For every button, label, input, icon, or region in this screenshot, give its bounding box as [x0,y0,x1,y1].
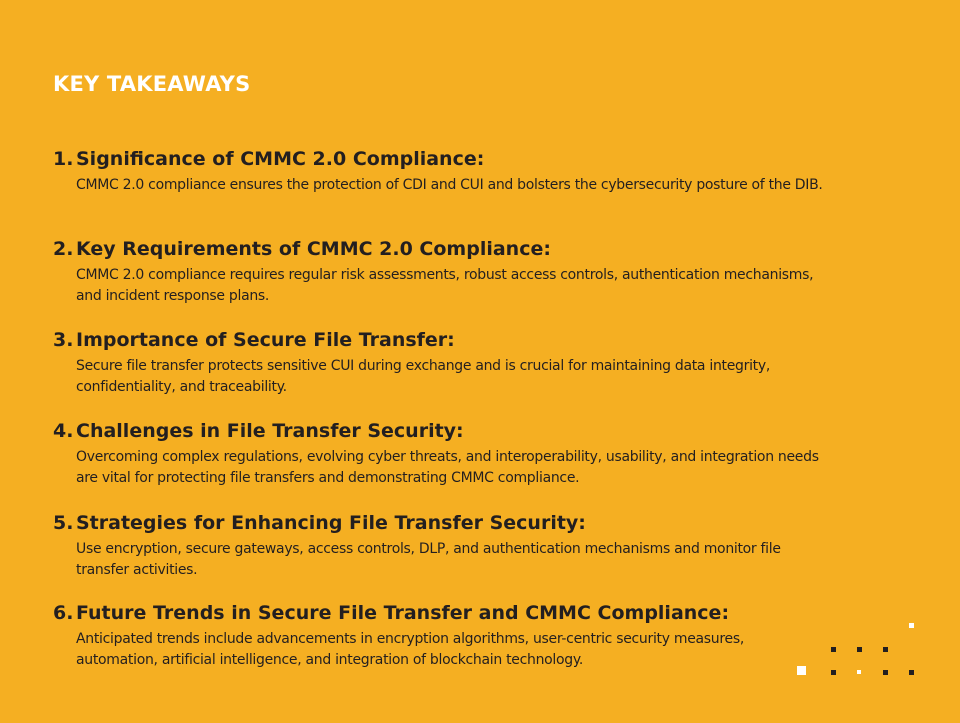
takeaway-number: 4. [53,420,74,442]
takeaway-item-1 [53,146,853,236]
takeaway-description: CMMC 2.0 compliance requires regular risk assessments, robust access controls, authentication mechanisms, and incident response plans. [76,267,814,304]
takeaway-title: Challenges in File Transfer Security: [76,420,464,442]
takeaways-list [53,146,853,690]
decorative-dot [857,647,862,652]
takeaway-title: Key Requirements of CMMC 2.0 Compliance: [76,238,551,260]
decorative-dot [883,670,888,675]
takeaway-description: Anticipated trends include advancements in encryption algorithms, user-centric security measures, automation, artificial intelligence, and integration of blockchain technology. [76,631,744,668]
takeaway-number: 3. [53,329,74,351]
takeaway-heading [53,327,853,353]
decorative-dot [857,670,861,674]
takeaway-number: 5. [53,512,74,534]
decorative-dot [909,623,914,628]
takeaway-number: 1. [53,148,74,170]
takeaway-heading [53,146,853,172]
decorative-dot [883,647,888,652]
decorative-dot-pattern [795,620,925,680]
takeaway-description: Use encryption, secure gateways, access controls, DLP, and authentication mechanisms and monitor file transfer activities. [76,541,781,578]
takeaway-item-4 [53,418,853,510]
takeaway-title: Future Trends in Secure File Transfer and CMMC Compliance: [76,602,730,624]
takeaway-item-2 [53,236,853,327]
decorative-dot [909,670,914,675]
takeaway-title: Importance of Secure File Transfer: [76,329,455,351]
takeaway-heading [53,600,853,626]
takeaway-number: 6. [53,602,74,624]
takeaway-item-3 [53,327,853,418]
decorative-dot [831,670,836,675]
takeaway-description: CMMC 2.0 compliance ensures the protection of CDI and CUI and bolsters the cybersecurity posture of the DIB. [76,177,823,193]
decorative-dot [831,647,836,652]
takeaway-description: Secure file transfer protects sensitive CUI during exchange and is crucial for maintaining data integrity, confidentiality, and traceability. [76,358,770,395]
takeaway-description: Overcoming complex regulations, evolving cyber threats, and interoperability, usability, and integration needs are vital for protecting file transfers and demonstrating CMMC compliance. [76,449,819,486]
takeaway-heading [53,236,853,262]
takeaway-item-6 [53,600,853,690]
takeaway-title: Strategies for Enhancing File Transfer Security: [76,512,586,534]
takeaway-heading [53,418,853,444]
takeaway-item-5 [53,510,853,600]
decorative-dot [797,666,806,675]
takeaway-heading [53,510,853,536]
takeaway-number: 2. [53,238,74,260]
page-title: KEY TAKEAWAYS [53,72,251,96]
takeaway-title: Significance of CMMC 2.0 Compliance: [76,148,485,170]
